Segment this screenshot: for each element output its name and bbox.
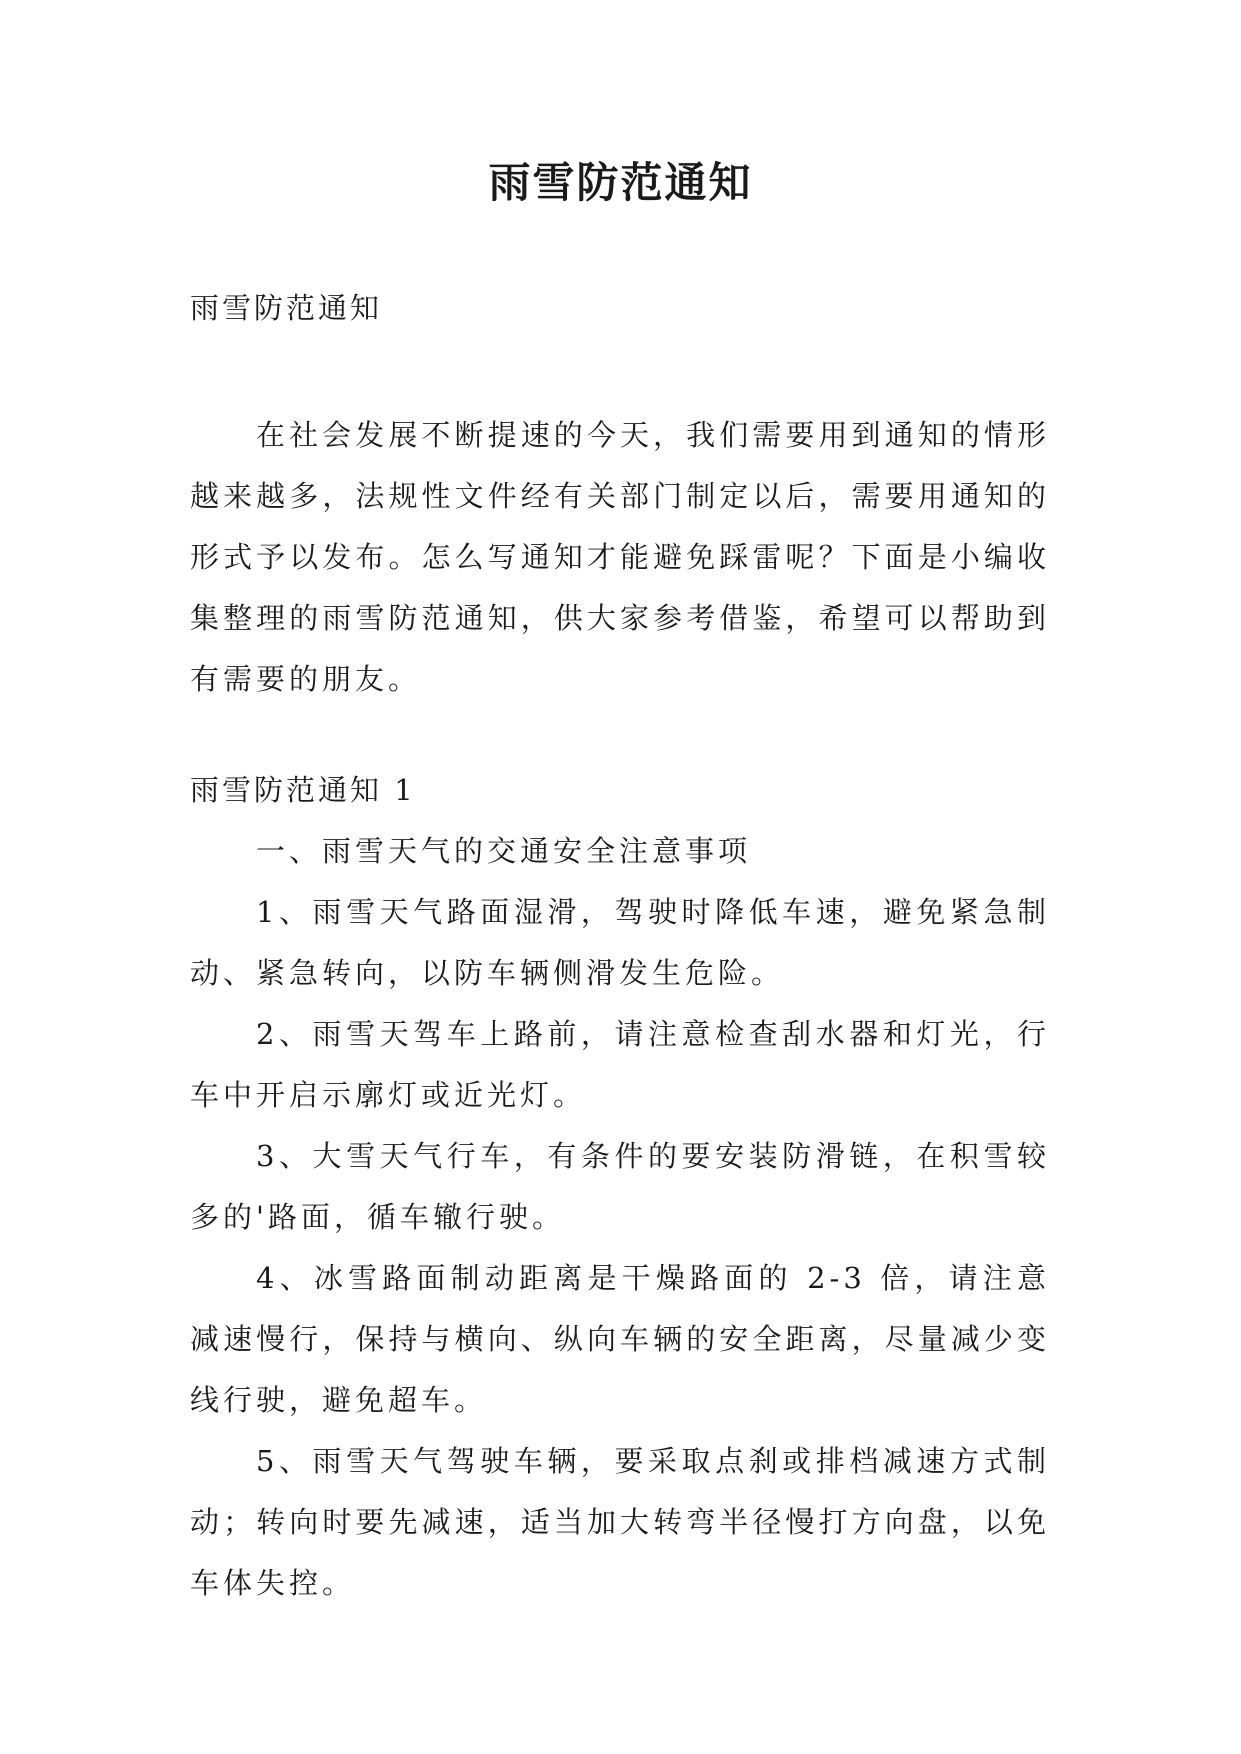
item-4: 4、冰雪路面制动距离是干燥路面的 2-3 倍，请注意减速慢行，保持与横向、纵向车辆的安全距离，尽量减少变线行驶，避免超车。 <box>190 1261 1050 1417</box>
item-5: 5、雨雪天气驾驶车辆，要采取点刹或排档减速方式制动；转向时要先减速，适当加大转弯半径慢打方向盘，以免车体失控。 <box>190 1444 1050 1600</box>
notice-items <box>190 821 1050 1614</box>
document-title: 雨雪防范通知 <box>488 158 753 207</box>
section-heading: 雨雪防范通知 1 <box>190 773 416 807</box>
intro-paragraph: 在社会发展不断提速的今天，我们需要用到通知的情形越来越多，法规性文件经有关部门制定以后，需要用通知的形式予以发布。怎么写通知才能避免踩雷呢？下面是小编收集整理的雨雪防范通知，供大家参考借鉴，希望可以帮助到有需要的朋友。 <box>190 418 1050 696</box>
document-subtitle: 雨雪防范通知 <box>190 291 383 325</box>
item-heading: 一、雨雪天气的交通安全注意事项 <box>256 834 752 868</box>
item-3: 3、大雪天气行车，有条件的要安装防滑链，在积雪较多的'路面，循车辙行驶。 <box>190 1139 1050 1234</box>
item-1: 1、雨雪天气路面湿滑，驾驶时降低车速，避免紧急制动、紧急转向，以防车辆侧滑发生危险。 <box>190 895 1050 990</box>
item-2: 2、雨雪天驾车上路前，请注意检查刮水器和灯光，行车中开启示廓灯或近光灯。 <box>190 1017 1050 1112</box>
